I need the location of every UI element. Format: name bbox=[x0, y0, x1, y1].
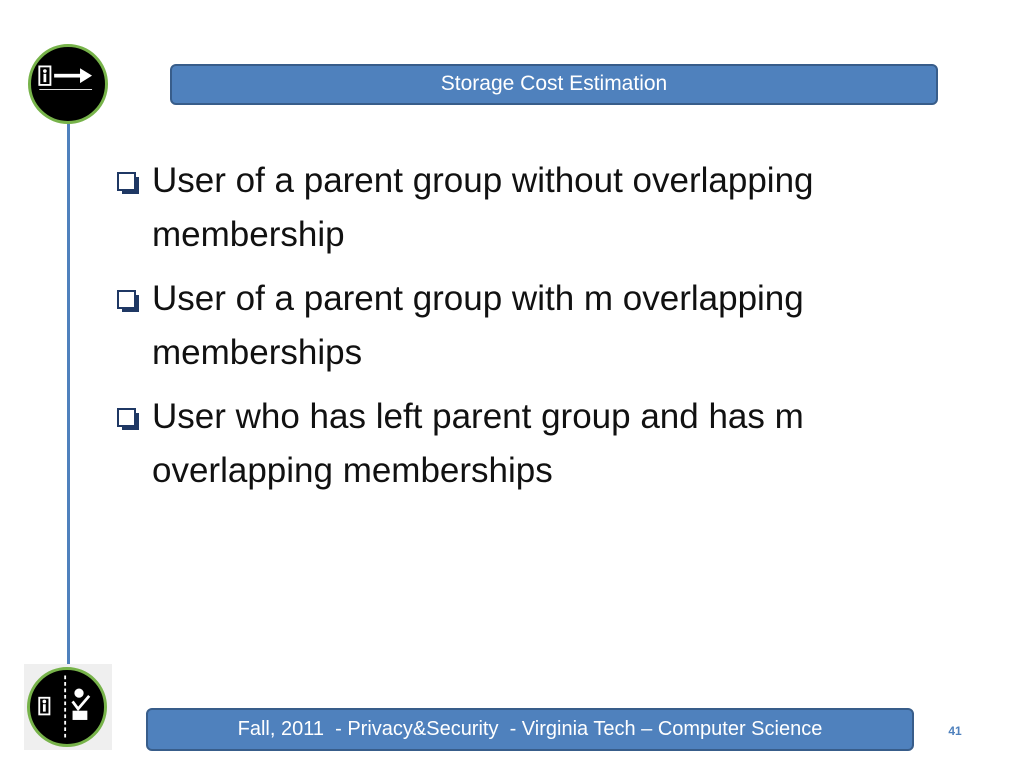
list-item bbox=[116, 390, 976, 498]
checkbox-bullet-icon bbox=[116, 171, 142, 195]
checkbox-bullet-icon bbox=[116, 289, 142, 313]
timeline-line bbox=[67, 122, 70, 670]
exit-sign-icon bbox=[28, 44, 108, 124]
slide-number: 41 bbox=[948, 724, 962, 738]
list-item bbox=[116, 272, 976, 380]
footer-bar: Fall, 2011 - Privacy&Security - Virginia Tech – Computer Science bbox=[146, 708, 914, 751]
bullet-text: User of a parent group with m overlapping memberships bbox=[152, 279, 804, 372]
badge-bottom-background bbox=[24, 664, 112, 750]
checkpoint-guard-icon bbox=[27, 667, 107, 747]
bullet-text: User who has left parent group and has m overlapping memberships bbox=[152, 397, 804, 490]
slide-title: Storage Cost Estimation bbox=[170, 64, 938, 105]
bullet-list bbox=[116, 154, 976, 508]
checkbox-bullet-icon bbox=[116, 407, 142, 431]
list-item bbox=[116, 154, 976, 262]
bullet-text: User of a parent group without overlapping membership bbox=[152, 161, 814, 254]
